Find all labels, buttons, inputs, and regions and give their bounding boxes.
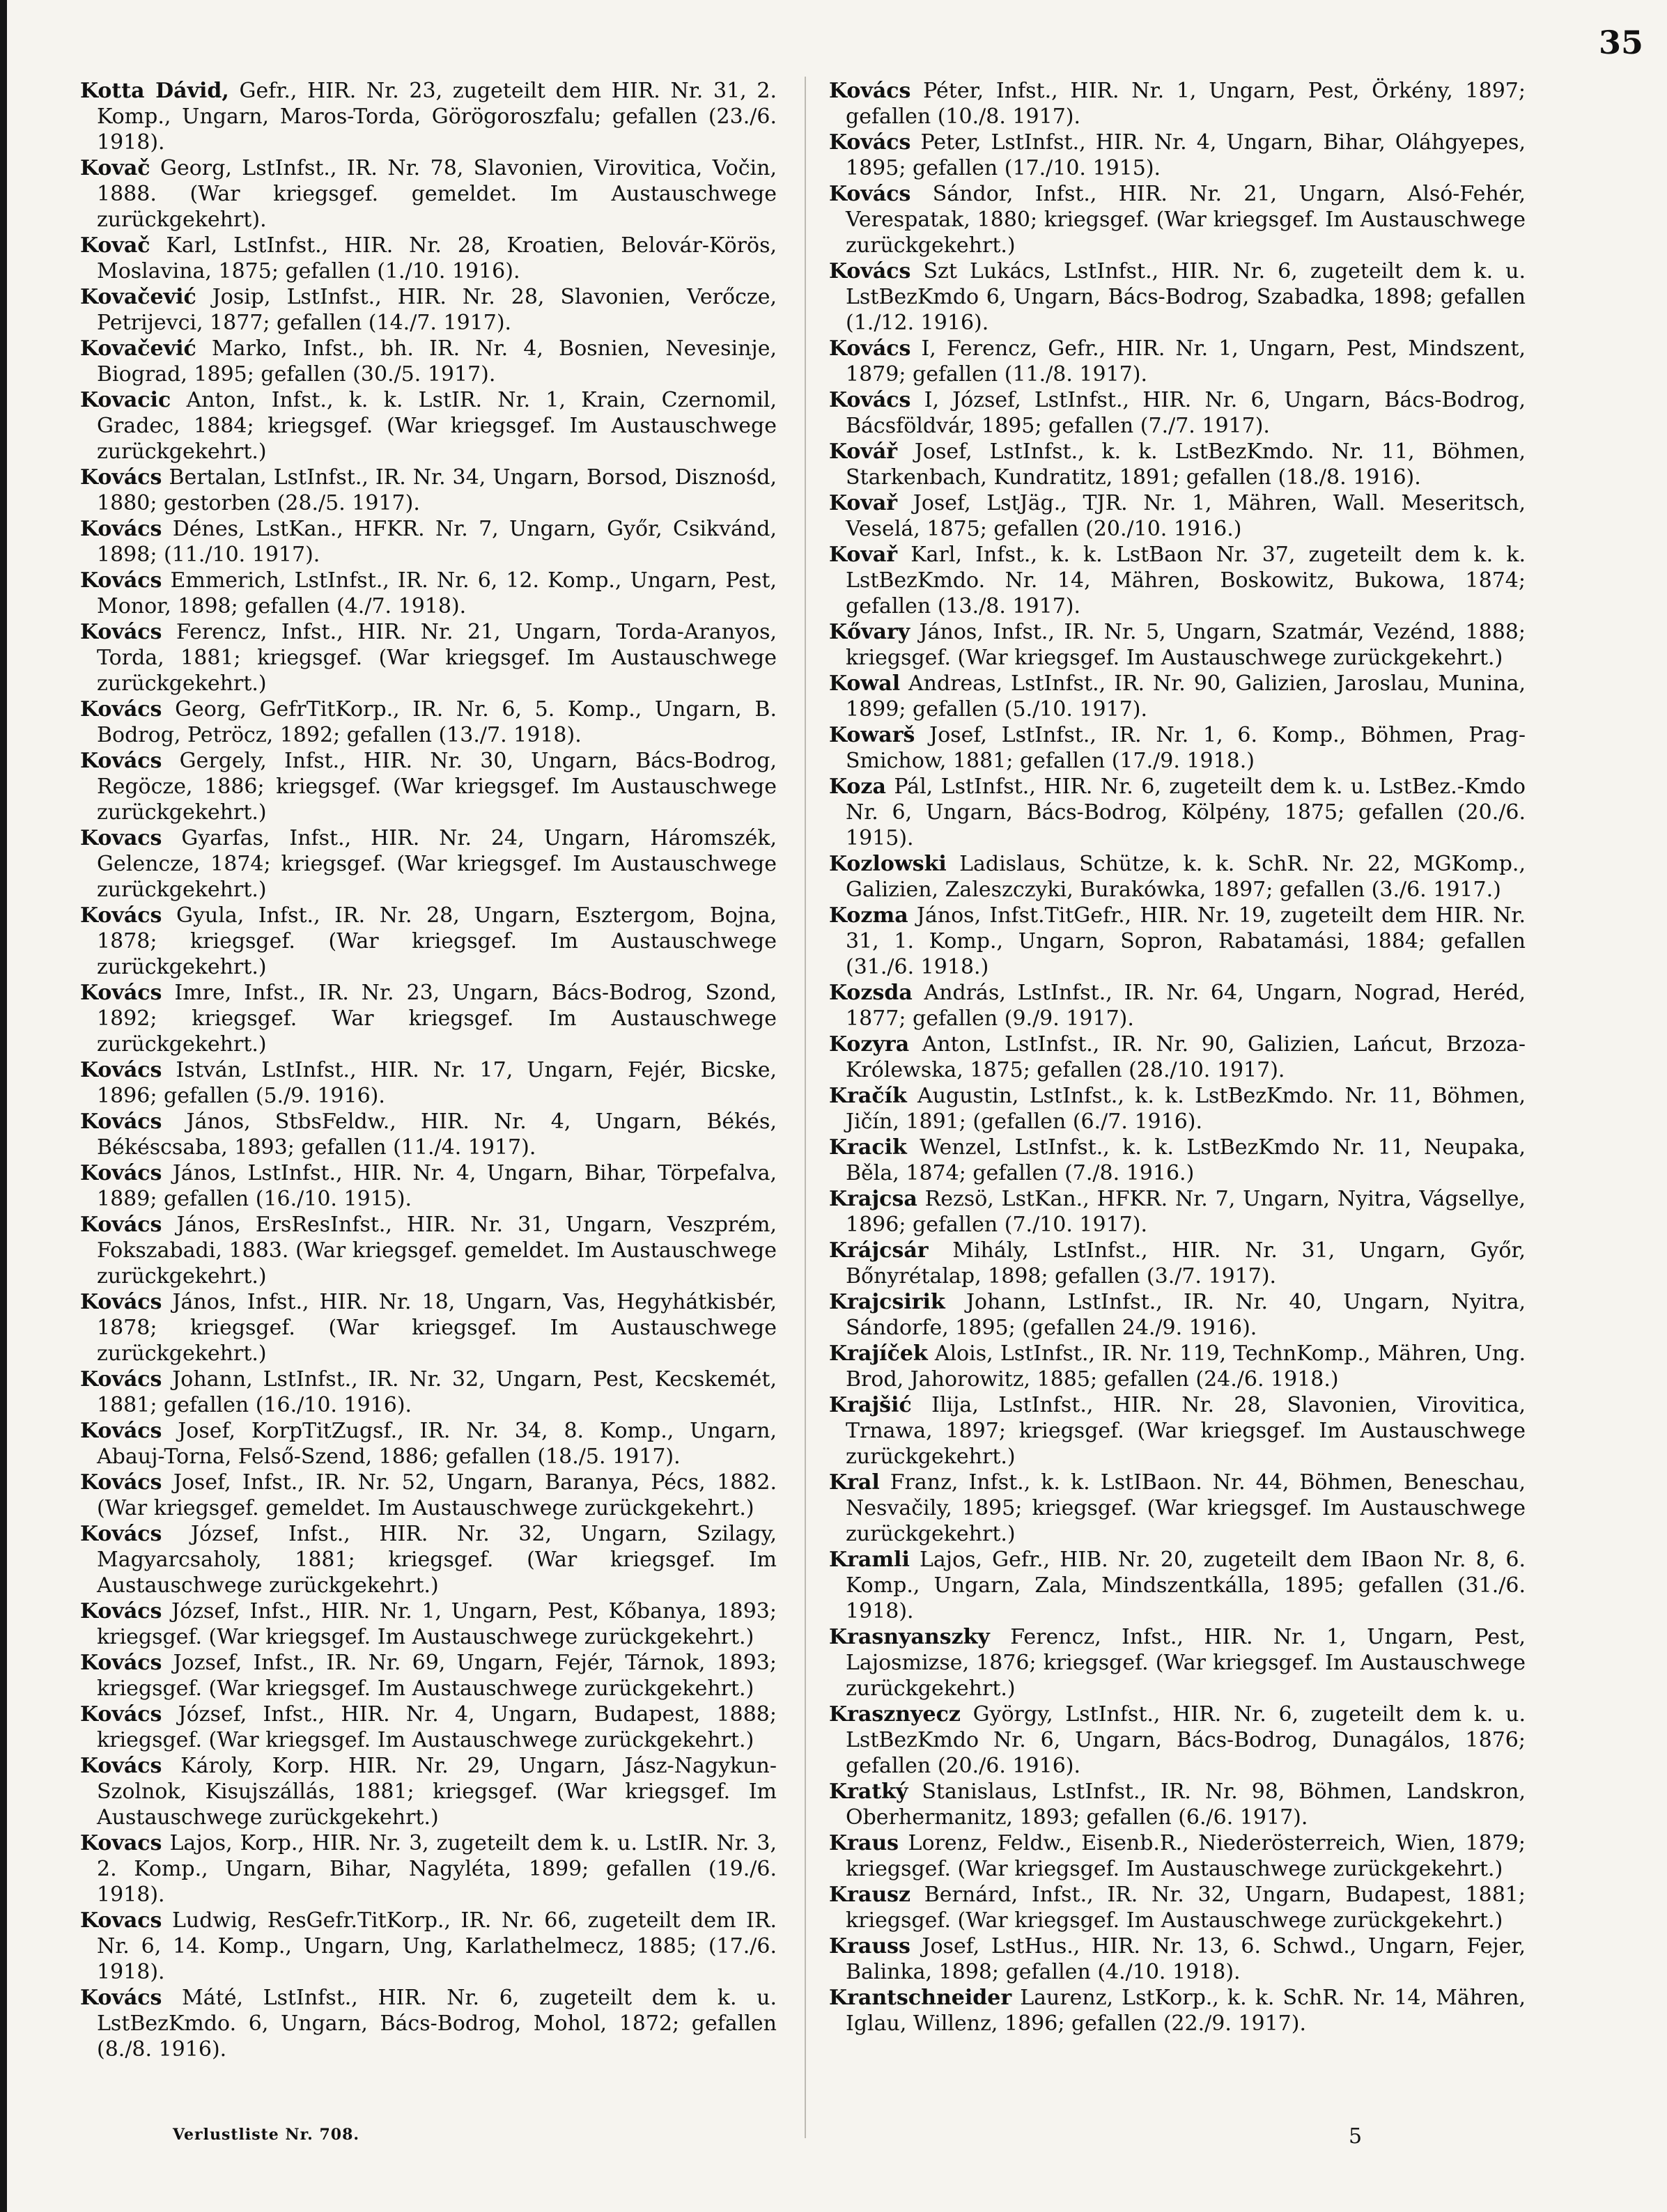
entry-details: Ferencz, Infst., HIR. Nr. 1, Ungarn, Pest, Lajosmizse, 1876; kriegsgef. (War kriegsgef. Im Austauschwege zurückgekehrt.): [846, 1625, 1526, 1701]
signature-mark: 5: [1349, 2124, 1363, 2149]
entry-surname: Kovács: [80, 1213, 162, 1237]
entry-surname: Kovács: [80, 1290, 162, 1314]
list-entry: [829, 1701, 1526, 1779]
list-entry: [80, 619, 777, 696]
entry-details: Gergely, Infst., HIR. Nr. 30, Ungarn, Bács-Bodrog, Regöcze, 1886; kriegsgef. (War kriegsgef. Im Austauschwege zurückgekehrt.): [97, 749, 777, 825]
entry-surname: Krajšić: [829, 1393, 912, 1417]
entry-surname: Kozma: [829, 903, 908, 928]
entry-details: Emmerich, LstInfst., IR. Nr. 6, 12. Komp., Ungarn, Pest, Monor, 1898; gefallen (4./7. 1918).: [97, 568, 777, 618]
entry-details: Anton, Infst., k. k. LstIR. Nr. 1, Krain, Czernomil, Gradec, 1884; kriegsgef. (War kriegsgef. Im Austauschwege zurückgekehrt.): [97, 388, 777, 464]
entry-surname: Kovács: [829, 336, 911, 361]
entry-details: József, Infst., HIR. Nr. 1, Ungarn, Pest, Kőbanya, 1893; kriegsgef. (War kriegsgef. Im Austauschwege zurückgekehrt.): [97, 1599, 777, 1649]
entry-surname: Kovács: [80, 1522, 162, 1546]
entry-details: Laurenz, LstKorp., k. k. SchR. Nr. 14, Mähren, Iglau, Willenz, 1896; gefallen (22./9. 1917).: [846, 1986, 1526, 2036]
entry-details: Karl, LstInfst., HIR. Nr. 28, Kroatien, Belovár-Körös, Moslavina, 1875; gefallen (1./10. 1916).: [97, 233, 777, 283]
list-entry: [829, 78, 1526, 130]
list-entry: [80, 748, 777, 825]
entry-surname: Krájcsár: [829, 1238, 929, 1263]
page-number: 35: [1598, 24, 1643, 61]
entry-surname: Kovačević: [80, 336, 196, 361]
entry-details: Károly, Korp. HIR. Nr. 29, Ungarn, Jász-Nagykun-Szolnok, Kisujszállás, 1881; kriegsgef. (War kriegsgef. Im Austauschwege zurückgekehrt.): [97, 1754, 777, 1830]
entry-surname: Kral: [829, 1470, 880, 1495]
list-entry: [80, 1701, 777, 1753]
list-entry: [80, 1366, 777, 1418]
entry-surname: Kovař: [829, 543, 898, 567]
list-entry: [829, 1186, 1526, 1238]
entry-surname: Kovács: [80, 749, 162, 773]
entry-surname: Kovács: [80, 1599, 162, 1623]
entry-details: Bernárd, Infst., IR. Nr. 32, Ungarn, Budapest, 1881; kriegsgef. (War kriegsgef. Im Austauschwege zurückgekehrt.): [846, 1883, 1526, 1933]
entry-details: János, StbsFeldw., HIR. Nr. 4, Ungarn, Békés, Békéscsaba, 1893; gefallen (11./4. 1917).: [97, 1109, 777, 1160]
entry-details: Josef, LstJäg., TJR. Nr. 1, Mähren, Wall. Meseritsch, Veselá, 1875; gefallen (20./10. 1916.): [846, 491, 1526, 541]
entry-surname: Kővary: [829, 620, 910, 644]
entry-surname: Kovács: [80, 1109, 162, 1134]
entry-details: János, Infst.TitGefr., HIR. Nr. 19, zugeteilt dem HIR. Nr. 31, 1. Komp., Ungarn, Sopron, Rabatamási, 1884; gefallen (31./6. 1918.): [846, 903, 1526, 979]
entry-details: Bertalan, LstInfst., IR. Nr. 34, Ungarn, Borsod, Disznośd, 1880; gestorben (28./5. 1917).: [97, 465, 777, 515]
list-entry: [829, 258, 1526, 336]
entry-surname: Krajcsa: [829, 1187, 917, 1211]
entry-surname: Kovács: [829, 79, 911, 103]
entry-details: Stanislaus, LstInfst., IR. Nr. 98, Böhmen, Landskron, Oberhermanitz, 1893; gefallen (6./6. 1917).: [846, 1779, 1526, 1830]
list-entry: [829, 774, 1526, 851]
list-entry: [80, 78, 777, 155]
entry-surname: Kozsda: [829, 981, 913, 1005]
entry-details: József, Infst., HIR. Nr. 32, Ungarn, Szilagy, Magyarcsaholy, 1881; kriegsgef. (War kriegsgef. Im Austauschwege zurückgekehrt.): [97, 1522, 777, 1598]
entry-surname: Kovács: [80, 1986, 162, 2010]
entry-details: Peter, LstInfst., HIR. Nr. 4, Ungarn, Bihar, Oláhgyepes, 1895; gefallen (17./10. 1915).: [846, 130, 1526, 180]
list-entry: [829, 1933, 1526, 1985]
list-entry: [829, 490, 1526, 542]
entry-details: Wenzel, LstInfst., k. k. LstBezKmdo Nr. 11, Neupaka, Běla, 1874; gefallen (7./8. 1916.): [846, 1135, 1526, 1185]
entry-details: Ilija, LstInfst., HIR. Nr. 28, Slavonien, Virovitica, Trnawa, 1897; kriegsgef. (War kriegsgef. Im Austauschwege zurückgekehrt.): [846, 1393, 1526, 1469]
entry-details: András, LstInfst., IR. Nr. 64, Ungarn, Nograd, Heréd, 1877; gefallen (9./9. 1917).: [846, 981, 1526, 1031]
entry-details: János, Infst., HIR. Nr. 18, Ungarn, Vas, Hegyhátkisbér, 1878; kriegsgef. (War kriegsgef. Im Austauschwege zurückgekehrt.): [97, 1290, 777, 1366]
entry-surname: Krausz: [829, 1883, 911, 1907]
entry-surname: Krauss: [829, 1934, 910, 1958]
list-entry: [829, 181, 1526, 258]
entry-surname: Kovács: [80, 517, 162, 541]
entry-surname: Kozlowski: [829, 852, 947, 876]
entry-surname: Krajcsirik: [829, 1290, 945, 1314]
list-entry: [829, 1830, 1526, 1882]
list-entry: [80, 1598, 777, 1650]
entry-details: Ferencz, Infst., HIR. Nr. 21, Ungarn, Torda-Aranyos, Torda, 1881; kriegsgef. (War kriegsgef. Im Austauschwege zurückgekehrt.): [97, 620, 777, 696]
list-entry: [829, 851, 1526, 903]
list-entry: [829, 1882, 1526, 1933]
list-entry: [80, 1650, 777, 1701]
right-column: [829, 78, 1526, 2036]
entry-details: I, József, LstInfst., HIR. Nr. 6, Ungarn, Bács-Bodrog, Bácsföldvár, 1895; gefallen (7./7. 1917).: [846, 388, 1526, 438]
list-entry: [829, 722, 1526, 774]
entry-details: Johann, LstInfst., IR. Nr. 40, Ungarn, Nyitra, Sándorfe, 1895; (gefallen 24./9. 1916).: [846, 1290, 1526, 1340]
list-entry: [80, 903, 777, 980]
entry-surname: Kovács: [80, 1058, 162, 1082]
entry-details: Josef, LstHus., HIR. Nr. 13, 6. Schwd., Ungarn, Fejer, Balinka, 1898; gefallen (4./10. 1918).: [846, 1934, 1526, 1984]
list-entry: [829, 1985, 1526, 2036]
list-entry: [80, 568, 777, 619]
list-entry: [80, 387, 777, 465]
list-entry: [80, 825, 777, 903]
entry-surname: Kovács: [80, 1367, 162, 1392]
entry-surname: Kramli: [829, 1548, 910, 1572]
entry-details: Péter, Infst., HIR. Nr. 1, Ungarn, Pest, Örkény, 1897; gefallen (10./8. 1917).: [846, 79, 1526, 129]
entry-surname: Kowal: [829, 671, 901, 696]
list-entry: [80, 336, 777, 387]
entry-surname: Kovař: [829, 491, 898, 515]
entry-details: János, Infst., IR. Nr. 5, Ungarn, Szatmár, Vezénd, 1888; kriegsgef. (War kriegsgef. Im Austauschwege zurückgekehrt.): [846, 620, 1526, 670]
list-entry: [829, 1779, 1526, 1830]
footer-label: Verlustliste Nr. 708.: [173, 2126, 360, 2144]
list-entry: [80, 1212, 777, 1289]
entry-details: Ladislaus, Schütze, k. k. SchR. Nr. 22, MGKomp., Galizien, Zaleszczyki, Burakówka, 1897; gefallen (3./6. 1917.): [846, 852, 1526, 902]
entry-surname: Kovač: [80, 233, 150, 258]
entry-surname: Kotta Dávid,: [80, 79, 229, 103]
column-divider: [805, 77, 806, 2138]
entry-details: Lorenz, Feldw., Eisenb.R., Niederösterreich, Wien, 1879; kriegsgef. (War kriegsgef. Im Austauschwege zurückgekehrt.): [846, 1831, 1526, 1881]
entry-details: József, Infst., HIR. Nr. 4, Ungarn, Budapest, 1888; kriegsgef. (War kriegsgef. Im Austauschwege zurückgekehrt.): [97, 1702, 777, 1752]
entry-details: Karl, Infst., k. k. LstBaon Nr. 37, zugeteilt dem k. k. LstBezKmdo. Nr. 14, Mähren, Boskowitz, Bukowa, 1874; gefallen (13./8. 1917).: [846, 543, 1526, 618]
entry-details: Gyarfas, Infst., HIR. Nr. 24, Ungarn, Háromszék, Gelencze, 1874; kriegsgef. (War kriegsgef. Im Austauschwege zurückgekehrt.): [97, 826, 777, 902]
list-entry: [829, 1547, 1526, 1624]
list-entry: [80, 1289, 777, 1366]
entry-surname: Koza: [829, 774, 886, 799]
entry-surname: Kovačević: [80, 285, 196, 309]
list-entry: [829, 1289, 1526, 1341]
entry-surname: Kovács: [80, 981, 162, 1005]
entry-details: I, Ferencz, Gefr., HIR. Nr. 1, Ungarn, Pest, Mindszent, 1879; gefallen (11./8. 1917).: [846, 336, 1526, 387]
entry-surname: Kovács: [80, 1651, 162, 1675]
list-entry: [829, 1083, 1526, 1135]
list-entry: [80, 1160, 777, 1212]
list-entry: [829, 1470, 1526, 1547]
entry-details: Mihály, LstInfst., HIR. Nr. 31, Ungarn, Győr, Bőnyrétalap, 1898; gefallen (3./7. 1917).: [846, 1238, 1526, 1288]
list-entry: [80, 1830, 777, 1908]
entry-details: Josef, LstInfst., IR. Nr. 1, 6. Komp., Böhmen, Prag-Smichow, 1881; gefallen (17./9. 1918.): [846, 723, 1526, 773]
entry-details: Josip, LstInfst., HIR. Nr. 28, Slavonien, Verőcze, Petrijevci, 1877; gefallen (14./7. 1917).: [97, 285, 777, 335]
list-entry: [829, 387, 1526, 439]
list-entry: [829, 130, 1526, 181]
entry-details: Imre, Infst., IR. Nr. 23, Ungarn, Bács-Bodrog, Szond, 1892; kriegsgef. War kriegsgef. Im Austauschwege zurückgekehrt.): [97, 981, 777, 1057]
list-entry: [80, 1985, 777, 2062]
list-entry: [829, 1031, 1526, 1083]
entry-details: István, LstInfst., HIR. Nr. 17, Ungarn, Fejér, Bicske, 1896; gefallen (5./9. 1916).: [97, 1058, 777, 1108]
entry-surname: Kozyra: [829, 1032, 910, 1057]
entry-surname: Kovács: [829, 388, 911, 412]
list-entry: [829, 1624, 1526, 1701]
list-entry: [829, 1135, 1526, 1186]
entry-details: Franz, Infst., k. k. LstIBaon. Nr. 44, Böhmen, Beneschau, Nesvačily, 1895; kriegsgef. (War kriegsgef. Im Austauschwege zurückgekehrt.): [846, 1470, 1526, 1546]
list-entry: [80, 1418, 777, 1470]
entry-surname: Kovacic: [80, 388, 171, 412]
entry-details: Szt Lukács, LstInfst., HIR. Nr. 6, zugeteilt dem k. u. LstBezKmdo 6, Ungarn, Bács-Bodrog, Szabadka, 1898; gefallen (1./12. 1916).: [846, 259, 1526, 335]
list-entry: [80, 284, 777, 336]
entry-surname: Kraus: [829, 1831, 899, 1855]
entry-surname: Kovács: [80, 465, 162, 490]
entry-details: Johann, LstInfst., IR. Nr. 32, Ungarn, Pest, Kecskemét, 1881; gefallen (16./10. 1916).: [97, 1367, 777, 1417]
entry-surname: Kovář: [829, 439, 898, 464]
entry-surname: Kovács: [80, 568, 162, 593]
entry-details: Gyula, Infst., IR. Nr. 28, Ungarn, Esztergom, Bojna, 1878; kriegsgef. (War kriegsgef. Im Austauschwege zurückgekehrt.): [97, 903, 777, 979]
entry-surname: Kovács: [80, 1419, 162, 1443]
entry-surname: Kovács: [829, 182, 911, 206]
entry-surname: Kovács: [829, 130, 911, 155]
entry-surname: Kovács: [80, 697, 162, 722]
list-entry: [829, 1341, 1526, 1392]
list-entry: [829, 619, 1526, 671]
entry-surname: Kračík: [829, 1084, 907, 1108]
entry-surname: Kovács: [80, 903, 162, 928]
entry-surname: Kovacs: [80, 1831, 162, 1855]
entry-details: Gefr., HIR. Nr. 23, zugeteilt dem HIR. Nr. 31, 2. Komp., Ungarn, Maros-Torda, Görögoroszfalu; gefallen (23./6. 1918).: [97, 79, 777, 155]
list-entry: [829, 439, 1526, 490]
entry-details: György, LstInfst., HIR. Nr. 6, zugeteilt dem k. u. LstBezKmdo Nr. 6, Ungarn, Bács-Bodrog, Dunagálos, 1876; gefallen (20./6. 1916).: [846, 1702, 1526, 1778]
entry-details: Josef, Infst., IR. Nr. 52, Ungarn, Baranya, Pécs, 1882. (War kriegsgef. gemeldet. Im Austauschwege zurückgekehrt.): [97, 1470, 777, 1520]
list-entry: [829, 980, 1526, 1031]
entry-surname: Kovač: [80, 156, 150, 180]
entry-details: János, ErsResInfst., HIR. Nr. 31, Ungarn, Veszprém, Fokszabadi, 1883. (War kriegsgef. gemeldet. Im Austauschwege zurückgekehrt.): [97, 1213, 777, 1288]
list-entry: [80, 696, 777, 748]
entry-details: Jozsef, Infst., IR. Nr. 69, Ungarn, Fejér, Tárnok, 1893; kriegsgef. (War kriegsgef. Im Austauschwege zurückgekehrt.): [97, 1651, 777, 1701]
list-entry: [80, 1753, 777, 1830]
entry-surname: Kovács: [80, 1470, 162, 1495]
entry-details: Lajos, Gefr., HIB. Nr. 20, zugeteilt dem IBaon Nr. 8, 6. Komp., Ungarn, Zala, Mindszentkálla, 1895; gefallen (31./6. 1918).: [846, 1548, 1526, 1623]
entry-surname: Krajíček: [829, 1341, 928, 1366]
list-entry: [80, 1109, 777, 1160]
list-entry: [80, 465, 777, 516]
list-entry: [829, 671, 1526, 722]
list-entry: [829, 1392, 1526, 1470]
entry-details: Máté, LstInfst., HIR. Nr. 6, zugeteilt dem k. u. LstBezKmdo. 6, Ungarn, Bács-Bodrog, Mohol, 1872; gefallen (8./8. 1916).: [97, 1986, 777, 2062]
entry-surname: Krasnyanszky: [829, 1625, 990, 1649]
entry-surname: Kovács: [80, 620, 162, 644]
entry-surname: Kovács: [80, 1702, 162, 1727]
list-entry: [80, 155, 777, 233]
entry-details: Josef, KorpTitZugsf., IR. Nr. 34, 8. Komp., Ungarn, Abauj-Torna, Felső-Szend, 1886; gefallen (18./5. 1917).: [97, 1419, 777, 1469]
left-column: [80, 78, 777, 2062]
entry-surname: Kovács: [829, 259, 911, 283]
list-entry: [829, 542, 1526, 619]
entry-details: Anton, LstInfst., IR. Nr. 90, Galizien, Lańcut, Brzoza-Królewska, 1875; gefallen (28./10. 1917).: [846, 1032, 1526, 1082]
entry-surname: Kratký: [829, 1779, 908, 1804]
entry-details: Lajos, Korp., HIR. Nr. 3, zugeteilt dem k. u. LstIR. Nr. 3, 2. Komp., Ungarn, Bihar, Nagyléta, 1899; gefallen (19./6. 1918).: [97, 1831, 777, 1907]
list-entry: [80, 1521, 777, 1598]
entry-details: Augustin, LstInfst., k. k. LstBezKmdo. Nr. 11, Böhmen, Jičín, 1891; (gefallen (6./7. 1916).: [846, 1084, 1526, 1134]
entry-details: Georg, LstInfst., IR. Nr. 78, Slavonien, Virovitica, Vočin, 1888. (War kriegsgef. gemeldet. Im Austauschwege zurückgekehrt).: [97, 156, 777, 232]
entry-details: Georg, GefrTitKorp., IR. Nr. 6, 5. Komp., Ungarn, B. Bodrog, Petröcz, 1892; gefallen (13./7. 1918).: [97, 697, 777, 747]
list-entry: [80, 1908, 777, 1985]
entry-details: János, LstInfst., HIR. Nr. 4, Ungarn, Bihar, Törpefalva, 1889; gefallen (16./10. 1915).: [97, 1161, 777, 1211]
entry-surname: Kowarš: [829, 723, 915, 747]
entry-surname: Kovács: [80, 1754, 162, 1778]
list-entry: [829, 1238, 1526, 1289]
entry-surname: Kovacs: [80, 1908, 162, 1933]
entry-details: Sándor, Infst., HIR. Nr. 21, Ungarn, Alsó-Fehér, Verespatak, 1880; kriegsgef. (War kriegsgef. Im Austauschwege zurückgekehrt.): [846, 182, 1526, 258]
entry-details: Dénes, LstKan., HFKR. Nr. 7, Ungarn, Győr, Csikvánd, 1898; (11./10. 1917).: [97, 517, 777, 567]
list-entry: [829, 336, 1526, 387]
entry-surname: Kracik: [829, 1135, 907, 1160]
list-entry: [80, 1470, 777, 1521]
entry-details: Marko, Infst., bh. IR. Nr. 4, Bosnien, Nevesinje, Biograd, 1895; gefallen (30./5. 1917).: [97, 336, 777, 387]
entry-surname: Krasznyecz: [829, 1702, 961, 1727]
list-entry: [80, 516, 777, 568]
list-entry: [80, 1057, 777, 1109]
entry-details: Ludwig, ResGefr.TitKorp., IR. Nr. 66, zugeteilt dem IR. Nr. 6, 14. Komp., Ungarn, Ung, Karlathelmecz, 1885; (17./6. 1918).: [97, 1908, 777, 1984]
entry-details: Rezsö, LstKan., HFKR. Nr. 7, Ungarn, Nyitra, Vágsellye, 1896; gefallen (7./10. 1917).: [846, 1187, 1526, 1237]
list-entry: [80, 233, 777, 284]
entry-details: Andreas, LstInfst., IR. Nr. 90, Galizien, Jaroslau, Munina, 1899; gefallen (5./10. 1917).: [846, 671, 1526, 722]
entry-surname: Krantschneider: [829, 1986, 1012, 2010]
entry-details: Alois, LstInfst., IR. Nr. 119, TechnKomp., Mähren, Ung. Brod, Jahorowitz, 1885; gefallen (24./6. 1918.): [846, 1341, 1526, 1392]
entry-surname: Kovács: [80, 1161, 162, 1185]
entry-details: Josef, LstInfst., k. k. LstBezKmdo. Nr. 11, Böhmen, Starkenbach, Kundratitz, 1891; gefallen (18./8. 1916).: [846, 439, 1526, 490]
list-entry: [80, 980, 777, 1057]
entry-surname: Kovacs: [80, 826, 162, 850]
list-entry: [829, 903, 1526, 980]
entry-details: Pál, LstInfst., HIR. Nr. 6, zugeteilt dem k. u. LstBez.-Kmdo Nr. 6, Ungarn, Bács-Bodrog, Kölpény, 1875; gefallen (20./6. 1915).: [846, 774, 1526, 850]
